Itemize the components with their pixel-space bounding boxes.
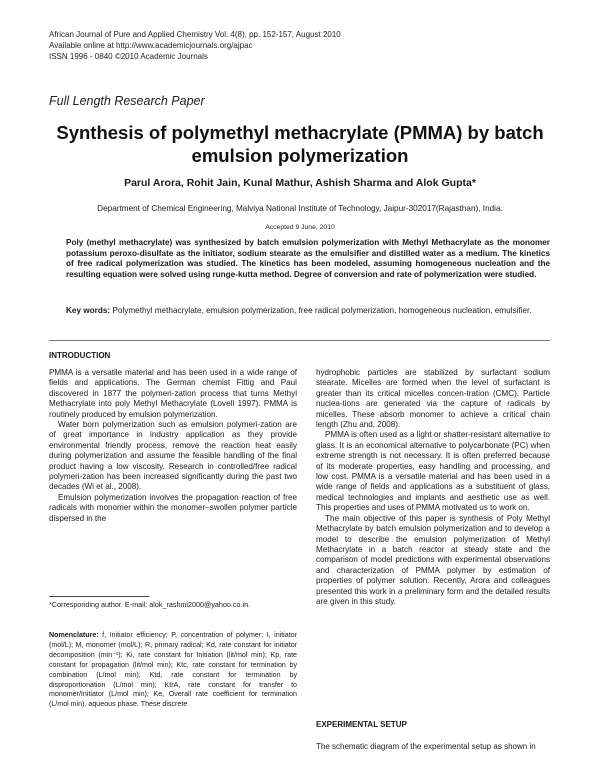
journal-header	[49, 29, 341, 62]
abstract: Poly (methyl methacrylate) was synthesized by batch emulsion polymerization with Methyl Methacrylate as the monomer potassium peroxo-disulfate as the initiator, sodium stearate as the emulsifier and distilled water as a medium. The kinetics of free radical polymerization was studied. The kinetics has been modeled, assuming homogeneous nucleation and the resulting equation were solved using runge-kutta method. Degree of conversion and rate of polymerization were studied.	[66, 238, 550, 279]
keywords	[66, 306, 550, 317]
introduction-heading: INTRODUCTION	[49, 351, 111, 360]
nomenclature-text: f, Initiator efficiency; P, concentration of polymer; I, initiator (mol/L); M, monomer (mol/L); R, primary radical; Kd, rate constant for initiator decomposition (min⁻¹); Ki, rate constant for Initiation (lit/mol min); Kp, rate constant for propagation (lit/mol min); Ktc, rate constant for termination by combination (L/mol min); Ktd, rate constant for termination by disproportionation (L/mol min); KtrA, rate constant for transfer to monomer/Initiator (L/mol min); Ke, Overall rate coefficient for termination (L/mol min). aqueous phase. These discrete	[49, 631, 297, 709]
experimental-setup-heading: EXPERIMENTAL SETUP	[316, 720, 407, 729]
paragraph: The main objective of this paper is synthesis of Poly Methyl Methacrylate by batch emulsion polymerization and to develop a model to describe the emulsion polymerization of Methyl Methacrylate in a batch reactor at steady state and the comparison of model predictions with experimental observations and characterization of PMMA polymer by estimation of properties of polymer solution. Recently, Arora and colleagues presented this work in a preliminary form and the detailed results are given in this study.	[316, 513, 550, 606]
journal-issn: ISSN 1996 - 0840 ©2010 Academic Journals	[49, 52, 208, 61]
paragraph: Emulsion polymerization involves the propagation reaction of free radicals with monomer within the monomer–swollen polymer particle dispersed in the	[49, 492, 297, 523]
nomenclature	[49, 631, 297, 710]
paragraph: hydrophobic particles are stabilized by surfactant sodium stearate. Micelles are formed when the level of surfactant is greater than its critical micelles concen-tration (CMC). Particle nuclea-tions are generated via the capture of radicals by micelles. These absorb monomer to achieve a critical chain length (Zhu and, 2008).	[316, 368, 550, 430]
paragraph: PMMA is a versatile material and has been used in a wide range of fields and applications. The German chemist Fittig and Paul discovered in 1877 the polymeri-zation process that turns Methyl Methacrylate into poly Methyl Methacrylate (Lovell 1997). PMMA is routinely produced by emulsion polymerization.	[49, 368, 297, 419]
keywords-label: Key words:	[66, 306, 111, 315]
nomenclature-label: Nomenclature:	[49, 631, 99, 639]
paragraph: Water born polymerization such as emulsion polymeri-zation are of great importance in industry application as they provide environmental friendly process, remove the reaction heat easily during polymerization and assume the feasible handling of the final product having a low viscosity. Research in controlled/free radical polymeri-zation has been increased significantly during the past two decades (Wi et al., 2008).	[49, 420, 297, 492]
footnote-divider	[49, 596, 149, 597]
left-column	[49, 368, 297, 524]
article-title: Synthesis of polymethyl methacrylate (PMMA) by batch emulsion polymerization	[56, 122, 544, 166]
keywords-text: Polymethyl methacrylate, emulsion polymerization, free radical polymerization, homogeneous nucleation, emulsifier.	[112, 306, 532, 315]
accepted-date: Accepted 9 June, 2010	[265, 224, 335, 231]
right-column	[316, 368, 550, 607]
corresponding-author-footnote: *Corresponding author. E-mail: alok_rashmi2000@yahoo.co.in.	[49, 600, 251, 609]
author-list: Parul Arora, Rohit Jain, Kunal Mathur, Ashish Sharma and Alok Gupta*	[124, 177, 476, 189]
section-divider	[49, 340, 550, 341]
paragraph: PMMA is often used as a light or shatter-resistant alternative to glass. It is an economical alternative to polycarbonate (PC) when extreme strength is not necessary. It is often preferred because of its moderate properties, easy handling and processing, and low cost. PMMA is a versatile material and has been used in a wide range of fields and applications as a substituent of glass, medical technologies and implants and aesthetic use as well. This properties and uses of PMMA motivated us to work on.	[316, 430, 550, 513]
experimental-setup-text: The schematic diagram of the experimental setup as shown in	[316, 742, 536, 751]
journal-url: Available online at http://www.academicjournals.org/ajpac	[49, 41, 253, 50]
affiliation: Department of Chemical Engineering, Malviya National Institute of Technology, Jaipur-302017(Rajasthan), India.	[97, 204, 503, 213]
journal-citation: African Journal of Pure and Applied Chemistry Vol. 4(8), pp. 152-157, August 2010	[49, 30, 341, 39]
article-type: Full Length Research Paper	[49, 94, 205, 108]
